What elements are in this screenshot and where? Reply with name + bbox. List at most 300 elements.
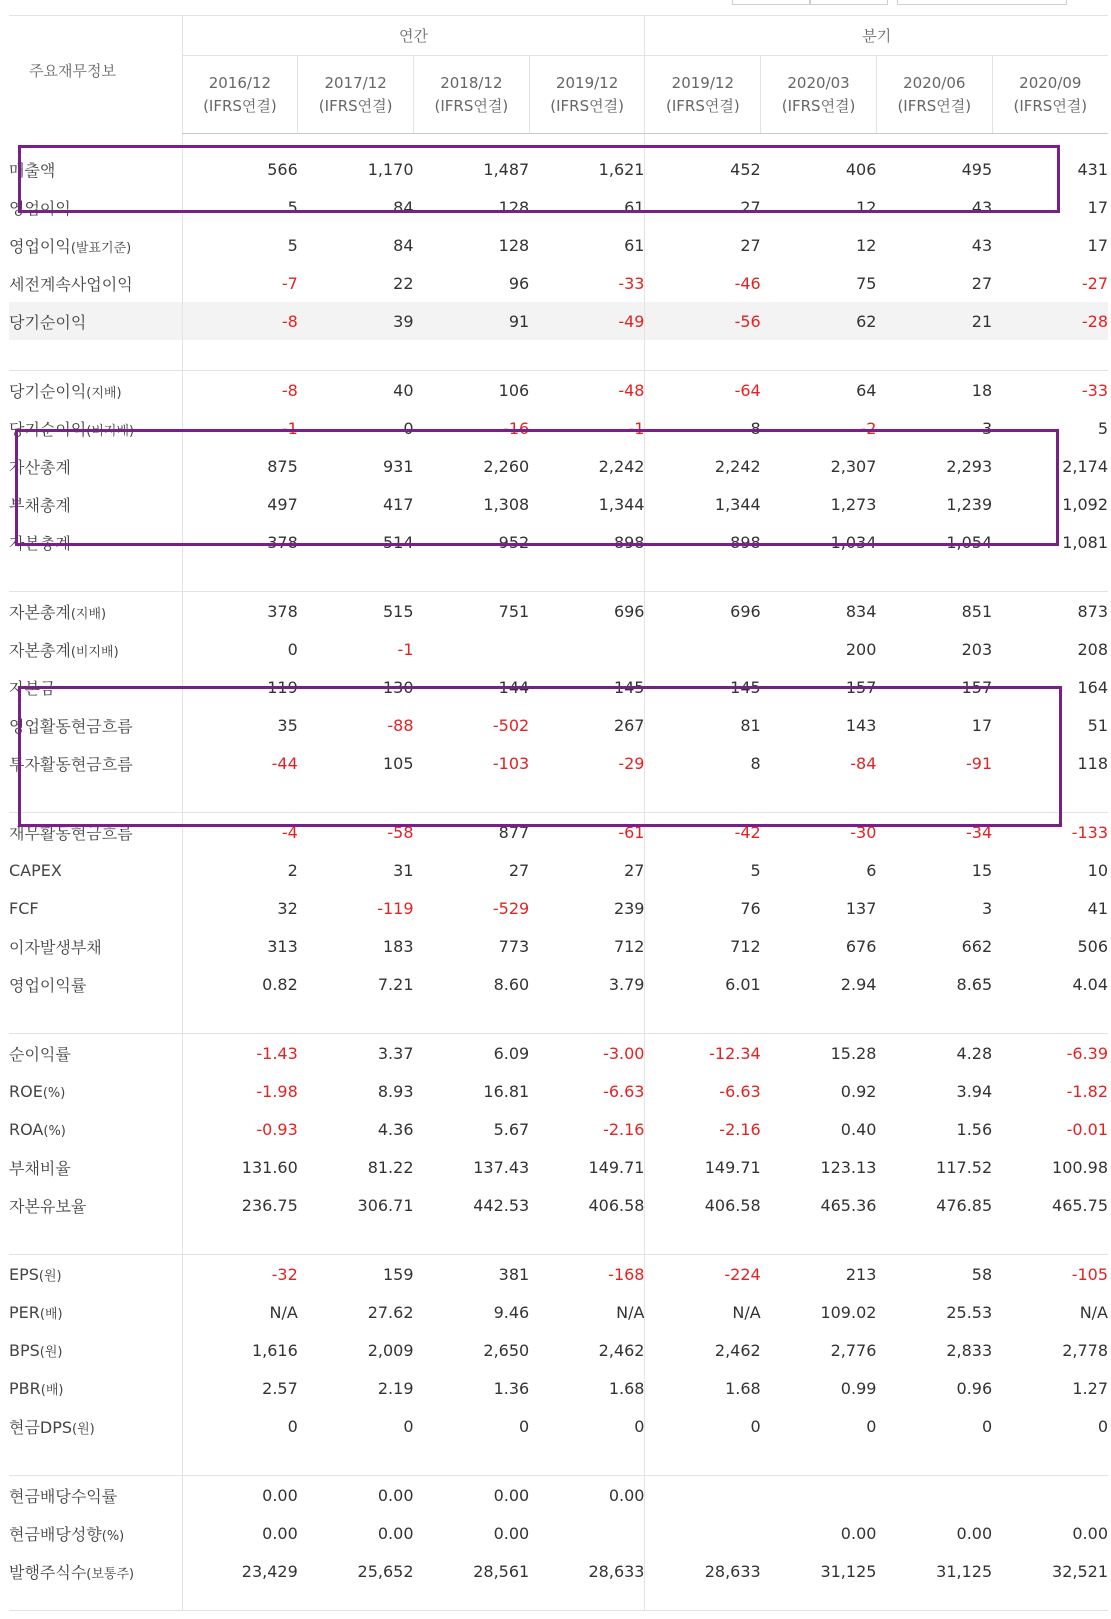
table-cell: 118	[1077, 753, 1108, 773]
column-header	[182, 56, 298, 134]
table-cell: -529	[492, 898, 530, 918]
row-label	[9, 1552, 182, 1590]
row-separator	[9, 1224, 1108, 1255]
row-label-text: 발행주식수	[9, 1562, 87, 1582]
row-label	[9, 965, 182, 1003]
table-row	[9, 744, 1108, 782]
table-row	[9, 813, 1108, 852]
row-label	[9, 1110, 182, 1148]
table-cell: 381	[498, 1264, 530, 1284]
row-label-text: 자본총계	[9, 533, 71, 553]
table-cell: -3.00	[603, 1043, 645, 1063]
table-cell: N/A	[645, 1293, 761, 1331]
table-cell: 117.52	[936, 1157, 993, 1177]
row-separator	[9, 340, 1108, 371]
table-cell: 1,170	[367, 159, 414, 179]
table-cell: 91	[414, 302, 530, 340]
table-cell: 41	[1087, 898, 1108, 918]
table-cell: -1	[182, 409, 298, 447]
column-period: 2016/12	[208, 73, 272, 92]
table-cell: 0	[182, 1407, 298, 1445]
table-cell: 0.96	[956, 1378, 993, 1398]
table-cell: 159	[382, 1264, 414, 1284]
table-cell: -6.63	[603, 1081, 645, 1101]
table-cell: 109.02	[820, 1302, 877, 1322]
table-row	[9, 1148, 1108, 1186]
table-cell: 7.21	[377, 974, 414, 994]
table-cell: 877	[498, 822, 530, 842]
table-cell: 5	[182, 226, 298, 264]
table-cell: N/A	[182, 1293, 298, 1331]
table-cell: 1.68	[608, 1378, 645, 1398]
table-row	[9, 592, 1108, 631]
table-cell: -1	[397, 639, 414, 659]
table-cell: -8	[182, 371, 298, 410]
table-cell: 3	[981, 898, 993, 918]
table-cell	[645, 1514, 761, 1552]
column-header	[529, 56, 645, 134]
row-label	[9, 523, 182, 561]
table-cell: 2.57	[182, 1369, 298, 1407]
row-label-text: 세전계속사업이익	[9, 274, 133, 294]
table-cell: 131.60	[182, 1148, 298, 1186]
table-cell: 183	[382, 936, 414, 956]
row-separator	[9, 134, 1108, 151]
table-cell: 106	[498, 380, 530, 400]
column-period: 2018/12	[440, 73, 503, 92]
table-cell: 1,621	[598, 159, 645, 179]
table-cell: -502	[492, 715, 530, 735]
table-cell: 2,009	[367, 1340, 414, 1360]
column-period: 2020/03	[787, 73, 850, 92]
row-label	[9, 592, 182, 631]
table-cell: 200	[845, 639, 877, 659]
table-cell: 851	[961, 601, 993, 621]
column-basis: (IFRS연결)	[897, 96, 972, 115]
table-cell: 25,652	[357, 1561, 414, 1581]
row-label-text: 투자활동현금흐름	[9, 754, 133, 774]
row-label-suffix: (배)	[40, 1382, 64, 1398]
table-row	[9, 371, 1108, 410]
table-cell: -168	[608, 1264, 645, 1284]
table-cell: -2	[860, 418, 877, 438]
row-label-suffix: (비지배)	[70, 644, 119, 660]
row-label-text: ROE	[9, 1081, 43, 1101]
row-label-text: 현금배당성향	[9, 1524, 102, 1544]
table-cell: 0.00	[182, 1476, 298, 1515]
table-cell: 696	[613, 601, 645, 621]
table-row	[9, 1255, 1108, 1294]
table-cell: 149.71	[588, 1157, 645, 1177]
table-cell: 751	[498, 601, 530, 621]
table-cell: 6	[866, 860, 877, 880]
table-cell: 0	[866, 1416, 877, 1436]
table-cell: -133	[1071, 822, 1108, 842]
table-cell: 145	[645, 668, 761, 706]
row-label-text: 자본총계	[9, 640, 71, 660]
row-label	[9, 409, 182, 447]
table-cell: 96	[508, 273, 530, 293]
table-cell: 39	[298, 302, 414, 340]
table-cell: 1.36	[493, 1378, 530, 1398]
table-cell: -1.98	[182, 1072, 298, 1110]
row-label	[9, 447, 182, 485]
table-row	[9, 927, 1108, 965]
table-cell: 208	[1077, 639, 1108, 659]
table-cell: 0	[519, 1416, 530, 1436]
table-cell: 18	[971, 380, 993, 400]
row-label-text: ROA	[9, 1119, 44, 1139]
table-cell: 267	[613, 715, 645, 735]
row-label	[9, 302, 182, 340]
table-cell: -33	[618, 273, 645, 293]
table-cell: 497	[182, 485, 298, 523]
table-cell: 5	[182, 188, 298, 226]
table-cell: 12	[856, 197, 877, 217]
row-separator	[9, 782, 1108, 813]
table-cell: 43	[971, 197, 993, 217]
table-cell: 834	[845, 601, 877, 621]
table-cell: 378	[182, 592, 298, 631]
table-row	[9, 889, 1108, 927]
column-basis: (IFRS연결)	[666, 96, 740, 115]
table-cell: 27	[624, 860, 645, 880]
table-cell: 157	[961, 677, 993, 697]
table-cell: 2.94	[840, 974, 877, 994]
table-cell: 1,081	[1062, 532, 1108, 552]
table-cell: 6.01	[645, 965, 761, 1003]
table-bottom	[9, 1590, 1108, 1611]
table-cell: 2,462	[598, 1340, 645, 1360]
row-label	[9, 889, 182, 927]
table-cell: 2,242	[645, 447, 761, 485]
table-cell: 236.75	[182, 1186, 298, 1224]
table-cell: 0	[634, 1416, 645, 1436]
table-cell	[992, 1476, 1108, 1515]
table-row	[9, 630, 1108, 668]
table-cell: 2,462	[645, 1331, 761, 1369]
table-cell: 27	[508, 860, 530, 880]
table-cell: 10	[1087, 860, 1108, 880]
top-control-2[interactable]	[810, 0, 888, 5]
row-label	[9, 188, 182, 226]
table-cell: 40	[393, 380, 414, 400]
row-label-suffix: (원)	[38, 1268, 62, 1284]
table-cell: 8.65	[956, 974, 993, 994]
table-cell: -49	[529, 302, 645, 340]
row-label	[9, 1148, 182, 1186]
table-cell: 0.92	[840, 1081, 877, 1101]
table-cell: 149.71	[645, 1148, 761, 1186]
table-cell: -6.63	[645, 1072, 761, 1110]
table-row	[9, 965, 1108, 1003]
row-label-text: 재무활동현금흐름	[9, 823, 133, 843]
table-cell	[529, 1514, 645, 1552]
table-row	[9, 1293, 1108, 1331]
table-cell: 875	[182, 447, 298, 485]
table-cell	[876, 1476, 992, 1515]
table-cell: 495	[961, 159, 993, 179]
table-cell: -12.34	[645, 1034, 761, 1073]
table-cell: 17	[1087, 235, 1108, 255]
table-cell: 0.00	[608, 1485, 645, 1505]
table-cell: -28	[992, 302, 1108, 340]
table-cell: 31,125	[936, 1561, 993, 1581]
row-label-text: PBR	[9, 1378, 41, 1398]
table-cell: 119	[182, 668, 298, 706]
table-cell: -58	[387, 822, 414, 842]
table-cell: 0.00	[182, 1514, 298, 1552]
table-cell: -2.16	[645, 1110, 761, 1148]
table-cell: 8.93	[377, 1081, 414, 1101]
column-period: 2017/12	[324, 73, 387, 92]
table-cell: -0.01	[1066, 1119, 1108, 1139]
row-label-text: 당기순이익	[9, 419, 87, 439]
table-row	[9, 1186, 1108, 1224]
table-cell: 164	[1077, 677, 1108, 697]
row-label	[9, 668, 182, 706]
table-cell: 128	[498, 235, 530, 255]
column-header	[414, 56, 530, 134]
row-label-text: CAPEX	[9, 860, 62, 880]
row-label-text: 이자발생부채	[9, 937, 102, 957]
table-cell: 5	[645, 851, 761, 889]
table-cell: 16.81	[483, 1081, 530, 1101]
table-cell: 21	[876, 302, 992, 340]
table-cell: -56	[645, 302, 761, 340]
top-control-3[interactable]	[897, 0, 1067, 5]
table-cell	[645, 630, 761, 668]
table-cell	[414, 630, 530, 668]
table-cell: 128	[498, 197, 530, 217]
table-cell: 123.13	[820, 1157, 877, 1177]
table-cell: 406	[845, 159, 877, 179]
row-label	[9, 1514, 182, 1552]
table-cell: -27	[1081, 273, 1108, 293]
row-label	[9, 371, 182, 410]
table-cell: 0.40	[840, 1119, 877, 1139]
row-separator	[9, 1445, 1108, 1476]
table-cell: 61	[624, 197, 645, 217]
table-cell: 58	[971, 1264, 993, 1284]
row-label-text: 영업이익	[9, 198, 71, 218]
table-row	[9, 447, 1108, 485]
row-label-suffix: (%)	[43, 1123, 66, 1139]
table-cell: -2.16	[603, 1119, 645, 1139]
row-label	[9, 264, 182, 302]
table-cell: 0.00	[956, 1523, 993, 1543]
table-cell: 81.22	[367, 1157, 414, 1177]
table-cell: -61	[618, 822, 645, 842]
table-cell: 35	[182, 706, 298, 744]
table-cell: 417	[382, 494, 414, 514]
table-cell: 3.79	[608, 974, 645, 994]
row-label-suffix: (배)	[39, 1306, 63, 1322]
table-cell: 143	[845, 715, 877, 735]
table-cell: -42	[645, 813, 761, 852]
table-cell: 76	[645, 889, 761, 927]
table-cell: -64	[645, 371, 761, 410]
table-cell: 0.99	[840, 1378, 877, 1398]
table-cell: 32,521	[1052, 1561, 1108, 1581]
table-cell: 406.58	[588, 1195, 645, 1215]
table-cell: -103	[492, 753, 530, 773]
row-label	[9, 744, 182, 782]
table-row	[9, 150, 1108, 188]
table-cell: 17	[971, 715, 993, 735]
table-cell: 0.00	[493, 1523, 530, 1543]
table-cell: 3.37	[377, 1043, 414, 1063]
table-title: 주요재무정보	[9, 16, 182, 134]
table-cell: 28,633	[588, 1561, 645, 1581]
row-label-text: 부채총계	[9, 495, 71, 515]
table-cell: 898	[645, 523, 761, 561]
table-cell: 3	[981, 418, 993, 438]
row-label	[9, 813, 182, 852]
financial-table	[9, 15, 1108, 1611]
table-row	[9, 1514, 1108, 1552]
table-cell: 2	[182, 851, 298, 889]
table-cell: 145	[613, 677, 645, 697]
row-label-text: 자본유보율	[9, 1196, 87, 1216]
table-cell: 239	[613, 898, 645, 918]
row-label	[9, 1369, 182, 1407]
table-row	[9, 1407, 1108, 1445]
table-cell: 2.19	[377, 1378, 414, 1398]
table-cell: 15.28	[830, 1043, 877, 1063]
table-cell: -105	[1071, 1264, 1108, 1284]
table-cell: 15	[971, 860, 993, 880]
table-cell: -33	[1081, 380, 1108, 400]
table-cell: 0	[403, 1416, 414, 1436]
table-cell: 62	[761, 302, 877, 340]
table-cell: 23,429	[182, 1552, 298, 1590]
column-basis: (IFRS연결)	[1013, 96, 1088, 115]
table-cell: 9.46	[493, 1302, 530, 1322]
table-cell: 0	[981, 1416, 993, 1436]
row-label	[9, 927, 182, 965]
column-period: 2020/06	[903, 73, 966, 92]
column-period: 2020/09	[1019, 73, 1082, 92]
table-cell: 514	[382, 532, 414, 552]
table-cell: -1.82	[1066, 1081, 1108, 1101]
table-cell: 452	[645, 150, 761, 188]
row-label-text: 자산총계	[9, 457, 71, 477]
row-label-text: 현금배당수익률	[9, 1486, 118, 1506]
table-cell: 4.28	[956, 1043, 993, 1063]
row-label	[9, 1293, 182, 1331]
table-row	[9, 485, 1108, 523]
table-cell: 0	[182, 630, 298, 668]
table-cell: 27.62	[367, 1302, 414, 1322]
column-basis: (IFRS연결)	[550, 96, 624, 115]
table-cell: -1	[628, 418, 645, 438]
table-cell: 465.36	[820, 1195, 877, 1215]
top-control-1[interactable]	[732, 0, 810, 5]
table-cell: 2,650	[483, 1340, 530, 1360]
table-cell: 378	[182, 523, 298, 561]
table-cell: 25.53	[946, 1302, 993, 1322]
group-header-quarterly: 분기	[645, 16, 1108, 56]
row-label-text: 순이익률	[9, 1044, 71, 1064]
table-cell: 313	[182, 927, 298, 965]
table-cell: 712	[613, 936, 645, 956]
table-cell: 213	[845, 1264, 877, 1284]
table-cell: 1,344	[645, 485, 761, 523]
table-cell: 1,273	[830, 494, 877, 514]
table-cell: 773	[498, 936, 530, 956]
row-label-text: 부채비율	[9, 1158, 71, 1178]
table-row	[9, 1552, 1108, 1590]
column-period: 2019/12	[671, 73, 734, 92]
table-cell: 4.04	[1072, 974, 1108, 994]
table-cell: 0.00	[377, 1523, 414, 1543]
column-basis: (IFRS연결)	[318, 96, 393, 115]
row-label-text: PER	[9, 1302, 40, 1322]
row-label-suffix: (%)	[42, 1085, 66, 1101]
row-label-suffix: (지배)	[86, 385, 122, 401]
table-cell: 27	[645, 226, 761, 264]
table-cell: -44	[182, 744, 298, 782]
table-row	[9, 1331, 1108, 1369]
table-cell: -119	[377, 898, 414, 918]
table-cell: -91	[966, 753, 993, 773]
table-cell: 28,561	[473, 1561, 530, 1581]
table-cell: 8	[645, 409, 761, 447]
table-row	[9, 409, 1108, 447]
table-cell: 1.56	[956, 1119, 993, 1139]
column-basis: (IFRS연결)	[434, 96, 509, 115]
table-cell: 2,307	[830, 456, 877, 476]
table-cell: 431	[1077, 159, 1108, 179]
table-cell: 27	[971, 273, 993, 293]
table-cell: 17	[1087, 197, 1108, 217]
column-period: 2019/12	[555, 73, 619, 92]
table-cell: 1.68	[645, 1369, 761, 1407]
table-cell: 873	[1077, 601, 1108, 621]
table-cell: 22	[393, 273, 414, 293]
table-cell: 952	[498, 532, 530, 552]
column-header	[876, 56, 992, 134]
row-label-text: 당기순이익	[9, 381, 87, 401]
table-cell: 5	[1097, 418, 1108, 438]
table-cell: 0.00	[1072, 1523, 1108, 1543]
table-cell: 712	[645, 927, 761, 965]
group-header-annual: 연간	[182, 16, 645, 56]
table-cell: 5.67	[493, 1119, 530, 1139]
table-cell: 442.53	[473, 1195, 530, 1215]
table-cell: 31,125	[820, 1561, 877, 1581]
table-row	[9, 264, 1108, 302]
table-cell: 1,092	[1062, 494, 1108, 514]
row-label-text: 영업이익률	[9, 975, 87, 995]
table-cell: 1,616	[182, 1331, 298, 1369]
table-cell: 2,242	[598, 456, 645, 476]
row-label	[9, 1331, 182, 1369]
table-cell: 81	[645, 706, 761, 744]
row-label-text: 영업활동현금흐름	[9, 716, 133, 736]
table-cell: -32	[182, 1255, 298, 1294]
row-label	[9, 226, 182, 264]
table-row	[9, 1369, 1108, 1407]
table-row	[9, 302, 1108, 340]
row-label-text: FCF	[9, 898, 39, 918]
row-separator	[9, 561, 1108, 592]
table-cell: 1,487	[483, 159, 530, 179]
table-cell: -8	[182, 302, 298, 340]
row-label-suffix: (지배)	[70, 606, 107, 622]
row-label-text: 매출액	[9, 160, 56, 180]
